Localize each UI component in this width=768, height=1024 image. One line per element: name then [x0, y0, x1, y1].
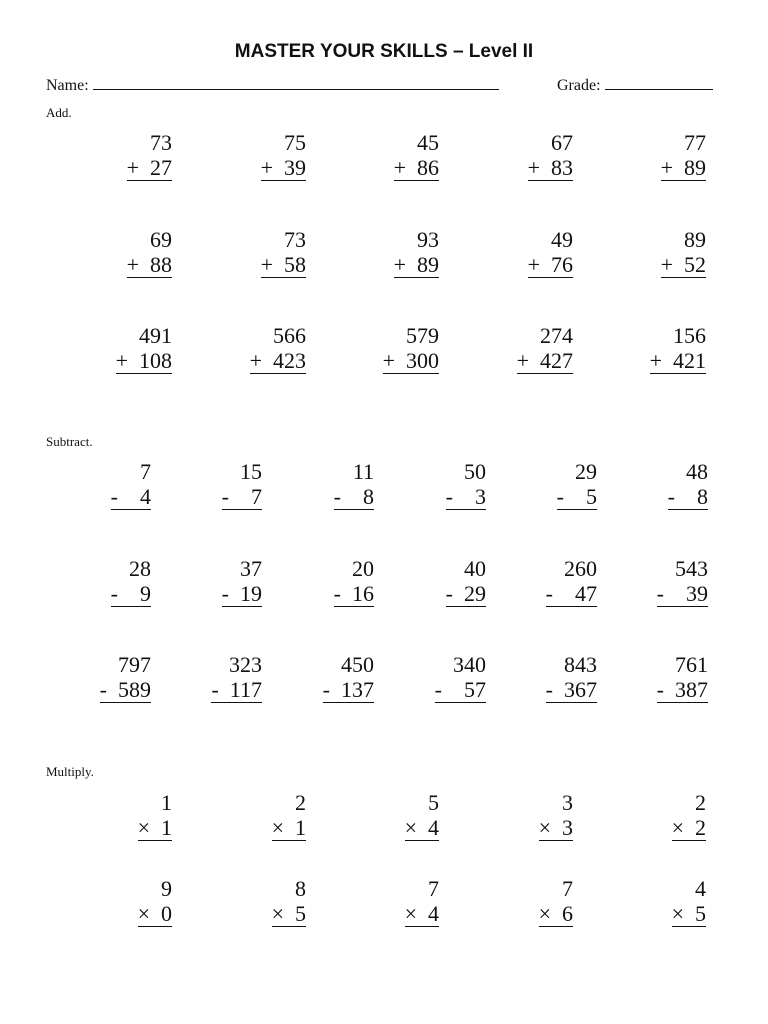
top-number: 156 [673, 323, 706, 348]
bottom-number: × 4 [404, 901, 439, 926]
add-problem [517, 323, 573, 374]
grade-field [557, 75, 713, 95]
top-number: 2 [695, 790, 706, 815]
top-number: 7 [428, 876, 439, 901]
name-field [46, 75, 499, 95]
top-number: 491 [139, 323, 172, 348]
subtract-problem [657, 652, 708, 703]
subtract-problem [211, 652, 262, 703]
add-problem [528, 130, 573, 181]
bottom-number: + 89 [393, 252, 439, 277]
add-problem [383, 323, 439, 374]
bottom-number: - 7 [221, 484, 262, 509]
multiply-problem [539, 876, 573, 927]
top-number: 450 [341, 652, 374, 677]
top-number: 340 [453, 652, 486, 677]
add-problem [127, 227, 172, 278]
bottom-number: + 27 [126, 155, 172, 180]
add-problem [394, 227, 439, 278]
subtract-problem [546, 556, 597, 607]
subtract-problem [334, 556, 374, 607]
multiply-problem [405, 876, 439, 927]
add-problem [261, 130, 306, 181]
subtract-problem [446, 556, 486, 607]
top-number: 2 [295, 790, 306, 815]
subtract-problem [334, 459, 374, 510]
name-blank-line[interactable] [93, 75, 499, 90]
subtract-problem [222, 556, 262, 607]
add-problem [250, 323, 306, 374]
top-number: 73 [284, 227, 306, 252]
multiply-section-label: Multiply. [46, 764, 94, 779]
top-number: 1 [161, 790, 172, 815]
add-problem [528, 227, 573, 278]
bottom-number: + 76 [527, 252, 573, 277]
bottom-number: - 8 [667, 484, 708, 509]
bottom-number: - 39 [656, 581, 708, 606]
bottom-number: + 421 [649, 348, 706, 373]
subtract-section-label: Subtract. [46, 434, 93, 449]
grade-label: Grade: [557, 77, 601, 94]
top-number: 761 [675, 652, 708, 677]
multiply-problem [138, 790, 172, 841]
bottom-number: - 3 [445, 484, 486, 509]
top-number: 93 [417, 227, 439, 252]
subtract-problem [100, 652, 151, 703]
top-number: 73 [150, 130, 172, 155]
add-problem [261, 227, 306, 278]
subtract-problem [557, 459, 597, 510]
top-number: 45 [417, 130, 439, 155]
page-title: MASTER YOUR SKILLS – Level II [234, 41, 534, 62]
bottom-number: × 0 [137, 901, 172, 926]
bottom-number: - 117 [211, 677, 262, 702]
add-problem [116, 323, 172, 374]
bottom-number: - 29 [445, 581, 486, 606]
top-number: 20 [352, 556, 374, 581]
subtract-problem [546, 652, 597, 703]
top-number: 5 [428, 790, 439, 815]
top-number: 566 [273, 323, 306, 348]
bottom-number: - 57 [434, 677, 486, 702]
top-number: 49 [551, 227, 573, 252]
top-number: 4 [695, 876, 706, 901]
top-number: 274 [540, 323, 573, 348]
subtract-problem [111, 459, 151, 510]
bottom-number: - 8 [333, 484, 374, 509]
top-number: 77 [684, 130, 706, 155]
bottom-number: × 5 [271, 901, 306, 926]
bottom-number: - 9 [110, 581, 151, 606]
top-number: 797 [118, 652, 151, 677]
add-problem [650, 323, 706, 374]
top-number: 15 [240, 459, 262, 484]
bottom-number: × 4 [404, 815, 439, 840]
top-number: 7 [140, 459, 151, 484]
bottom-number: - 5 [556, 484, 597, 509]
top-number: 28 [129, 556, 151, 581]
multiply-problem [539, 790, 573, 841]
top-number: 40 [464, 556, 486, 581]
subtract-problem [668, 459, 708, 510]
multiply-problem [138, 876, 172, 927]
bottom-number: + 39 [260, 155, 306, 180]
top-number: 29 [575, 459, 597, 484]
bottom-number: - 137 [322, 677, 374, 702]
bottom-number: × 1 [137, 815, 172, 840]
subtract-problem [323, 652, 374, 703]
bottom-number: + 52 [660, 252, 706, 277]
top-number: 843 [564, 652, 597, 677]
subtract-problem [446, 459, 486, 510]
add-problem [394, 130, 439, 181]
multiply-problem [272, 790, 306, 841]
top-number: 9 [161, 876, 172, 901]
top-number: 579 [406, 323, 439, 348]
bottom-number: + 423 [249, 348, 306, 373]
bottom-number: - 387 [656, 677, 708, 702]
subtract-problem [111, 556, 151, 607]
bottom-number: - 19 [221, 581, 262, 606]
bottom-number: × 1 [271, 815, 306, 840]
top-number: 50 [464, 459, 486, 484]
bottom-number: + 83 [527, 155, 573, 180]
bottom-number: + 86 [393, 155, 439, 180]
bottom-number: × 6 [538, 901, 573, 926]
top-number: 260 [564, 556, 597, 581]
bottom-number: - 589 [99, 677, 151, 702]
bottom-number: - 16 [333, 581, 374, 606]
top-number: 37 [240, 556, 262, 581]
bottom-number: - 4 [110, 484, 151, 509]
top-number: 67 [551, 130, 573, 155]
top-number: 7 [562, 876, 573, 901]
top-number: 11 [352, 459, 374, 484]
bottom-number: × 2 [671, 815, 706, 840]
grade-blank-line[interactable] [605, 75, 713, 90]
bottom-number: × 5 [671, 901, 706, 926]
subtract-problem [435, 652, 486, 703]
add-problem [661, 130, 706, 181]
bottom-number: + 300 [382, 348, 439, 373]
add-problem [127, 130, 172, 181]
bottom-number: + 58 [260, 252, 306, 277]
top-number: 543 [675, 556, 708, 581]
top-number: 3 [562, 790, 573, 815]
multiply-problem [672, 876, 706, 927]
bottom-number: - 47 [545, 581, 597, 606]
bottom-number: + 427 [516, 348, 573, 373]
top-number: 48 [686, 459, 708, 484]
top-number: 75 [284, 130, 306, 155]
add-section-label: Add. [46, 105, 72, 120]
bottom-number: + 88 [126, 252, 172, 277]
bottom-number: × 3 [538, 815, 573, 840]
top-number: 69 [150, 227, 172, 252]
subtract-problem [222, 459, 262, 510]
multiply-problem [405, 790, 439, 841]
top-number: 8 [295, 876, 306, 901]
bottom-number: + 108 [115, 348, 172, 373]
multiply-problem [272, 876, 306, 927]
multiply-problem [672, 790, 706, 841]
subtract-problem [657, 556, 708, 607]
bottom-number: - 367 [545, 677, 597, 702]
top-number: 323 [229, 652, 262, 677]
add-problem [661, 227, 706, 278]
name-label: Name: [46, 77, 89, 94]
top-number: 89 [684, 227, 706, 252]
bottom-number: + 89 [660, 155, 706, 180]
